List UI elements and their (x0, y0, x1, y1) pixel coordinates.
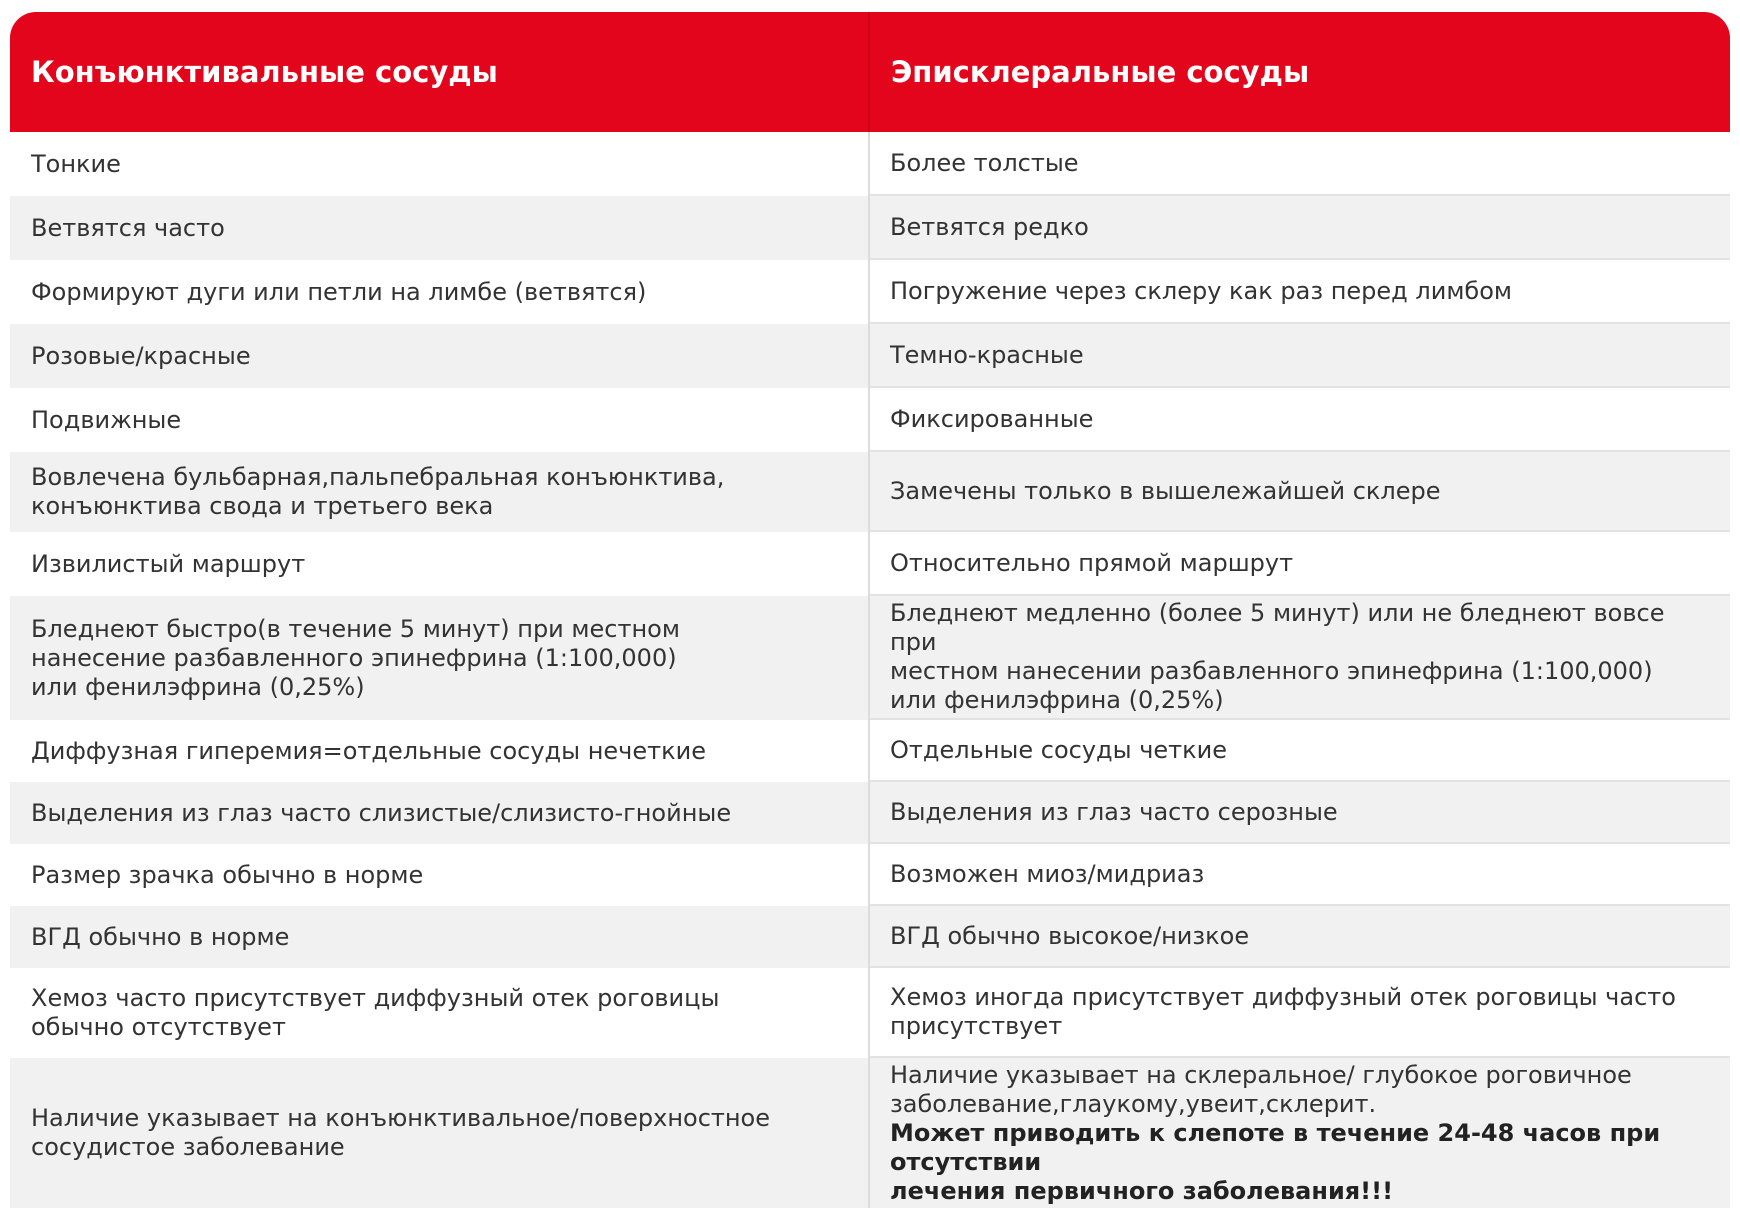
row-cell-conjunctival: Формируют дуги или петли на лимбе (ветвятся) (10, 260, 870, 324)
table-row (10, 260, 1730, 324)
table-row (10, 196, 1730, 260)
row-cell-episcleral: Фиксированные (870, 388, 1730, 452)
row-cell-episcleral: Замечены только в вышележайшей склере (870, 452, 1730, 532)
row-cell-conjunctival: Бледнеют быстро(в течение 5 минут) при местном нанесение разбавленного эпинефрина (1:100,000) или фенилэфрина (0,25%) (10, 596, 870, 720)
row-cell-episcleral: Темно-красные (870, 324, 1730, 388)
blindness-warning-text: Может приводить к слепоте в течение 24-48 часов при отсутствии лечения первичного заболевания!!! (890, 1118, 1661, 1205)
table-row (10, 968, 1730, 1058)
row-cell-episcleral: Возможен миоз/мидриаз (870, 844, 1730, 906)
table-row (10, 452, 1730, 532)
header-conjunctival-vessels: Конъюнктивальные сосуды (10, 12, 870, 132)
table-row (10, 324, 1730, 388)
row-cell-conjunctival: Выделения из глаз часто слизистые/слизисто-гнойные (10, 782, 870, 844)
row-cell-conjunctival: Извилистый маршрут (10, 532, 870, 596)
table-row (10, 596, 1730, 720)
table-row (10, 388, 1730, 452)
row-cell-episcleral: Ветвятся редко (870, 196, 1730, 260)
row-cell-episcleral: Выделения из глаз часто серозные (870, 782, 1730, 844)
header-episcleral-vessels: Эписклеральные сосуды (891, 55, 1310, 89)
row-cell-episcleral: Хемоз иногда присутствует диффузный отек роговицы часто присутствует (870, 968, 1730, 1058)
table-row (10, 906, 1730, 968)
comparison-table (10, 12, 1730, 1208)
row-cell-conjunctival: Вовлечена бульбарная,пальпебральная конъюнктива, конъюнктива свода и третьего века (10, 452, 870, 532)
row-cell-conjunctival: Диффузная гиперемия=отдельные сосуды нечеткие (10, 720, 870, 782)
row-cell-conjunctival: Тонкие (10, 132, 870, 196)
row-cell-conjunctival: Ветвятся часто (10, 196, 870, 260)
episcleral-presence-text: Наличие указывает на склеральное/ глубокое роговичное заболевание,глаукому,увеит,склерит. (890, 1060, 1632, 1118)
row-cell-episcleral: Относительно прямой маршрут (870, 532, 1730, 596)
row-cell-conjunctival: Подвижные (10, 388, 870, 452)
row-cell-conjunctival: ВГД обычно в норме (10, 906, 870, 968)
table-row (10, 1058, 1730, 1208)
row-cell-episcleral: Бледнеют медленно (более 5 минут) или не бледнеют вовсе при местном нанесении разбавленного эпинефрина (1:100,000) или фенилэфрина (0,25%) (870, 596, 1730, 720)
row-cell-episcleral: Более толстые (870, 132, 1730, 196)
table-row (10, 720, 1730, 782)
row-cell-episcleral: Погружение через склеру как раз перед лимбом (870, 260, 1730, 324)
table-row (10, 844, 1730, 906)
row-cell-episcleral: ВГД обычно высокое/низкое (870, 906, 1730, 968)
row-cell-episcleral (870, 1058, 1730, 1208)
table-row (10, 132, 1730, 196)
row-cell-episcleral: Отдельные сосуды четкие (870, 720, 1730, 782)
row-cell-conjunctival: Хемоз часто присутствует диффузный отек роговицы обычно отсутствует (10, 968, 870, 1058)
table-row (10, 532, 1730, 596)
row-cell-conjunctival: Размер зрачка обычно в норме (10, 844, 870, 906)
table-header (10, 12, 1730, 132)
row-cell-conjunctival: Наличие указывает на конъюнктивальное/поверхностное сосудистое заболевание (10, 1058, 870, 1208)
row-cell-conjunctival: Розовые/красные (10, 324, 870, 388)
table-row (10, 782, 1730, 844)
